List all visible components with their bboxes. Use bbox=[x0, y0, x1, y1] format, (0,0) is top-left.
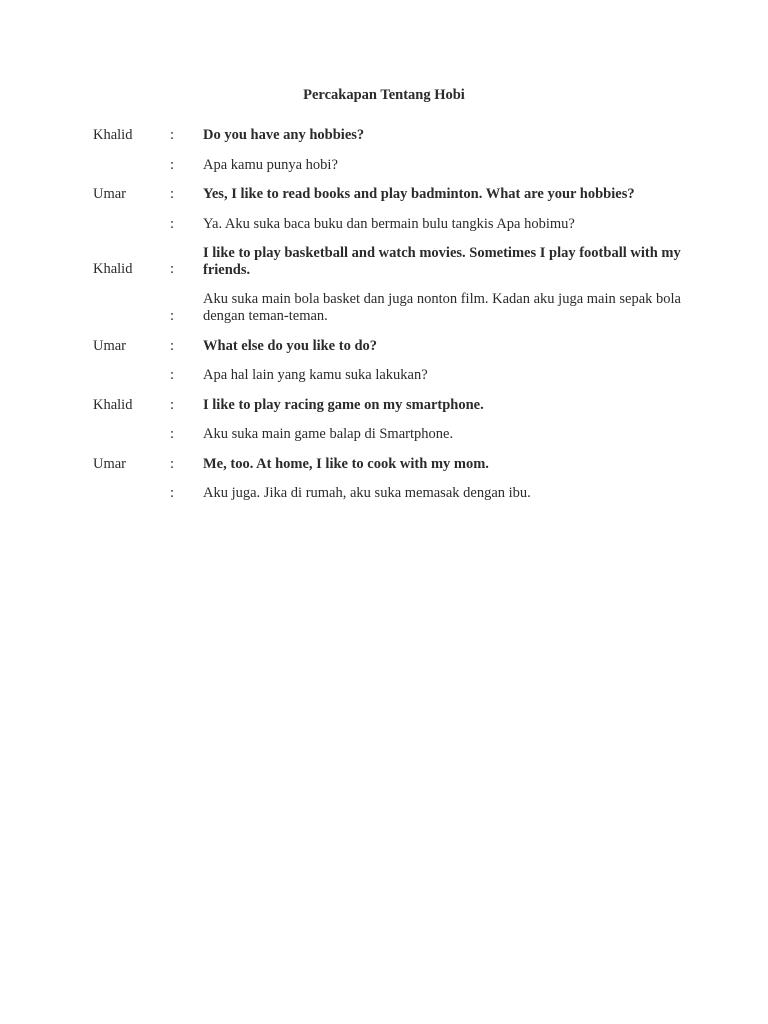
colon-separator: : bbox=[170, 308, 175, 324]
translation-line: Aku juga. Jika di rumah, aku suka memasak dengan ibu. bbox=[203, 485, 531, 501]
english-line: Yes, I like to read books and play badminton. What are your hobbies? bbox=[203, 186, 635, 202]
english-line: I like to play racing game on my smartphone. bbox=[203, 397, 484, 413]
colon-separator: : bbox=[170, 127, 175, 143]
translation-line: Aku suka main game balap di Smartphone. bbox=[203, 426, 454, 442]
english-line: What else do you like to do? bbox=[203, 338, 378, 354]
colon-separator: : bbox=[170, 456, 175, 472]
translation-line: Ya. Aku suka baca buku dan bermain bulu tangkis Apa hobimu? bbox=[203, 216, 575, 232]
speaker-name: Khalid bbox=[93, 397, 133, 413]
translation-line: Apa kamu punya hobi? bbox=[203, 157, 338, 173]
english-line: Me, too. At home, I like to cook with my mom. bbox=[203, 456, 489, 472]
speaker-name: Umar bbox=[93, 186, 127, 202]
translation-line: Apa hal lain yang kamu suka lakukan? bbox=[203, 367, 428, 383]
colon-separator: : bbox=[170, 157, 175, 173]
colon-separator: : bbox=[170, 485, 175, 501]
colon-separator: : bbox=[170, 397, 175, 413]
english-line: I like to play basketball and watch movies. Sometimes I play football with my friends. bbox=[203, 245, 681, 278]
translation-line: Aku suka main bola basket dan juga nonton film. Kadan aku juga main sepak bola dengan teman-teman. bbox=[203, 291, 681, 324]
english-line: Do you have any hobbies? bbox=[203, 127, 365, 143]
colon-separator: : bbox=[170, 186, 175, 202]
colon-separator: : bbox=[170, 367, 175, 383]
colon-separator: : bbox=[170, 261, 175, 277]
speaker-name: Khalid bbox=[93, 261, 133, 277]
colon-separator: : bbox=[170, 338, 175, 354]
colon-separator: : bbox=[170, 426, 175, 442]
speaker-name: Umar bbox=[93, 456, 127, 472]
colon-separator: : bbox=[170, 216, 175, 232]
speaker-name: Umar bbox=[93, 338, 127, 354]
speaker-name: Khalid bbox=[93, 127, 133, 143]
document-title: Percakapan Tentang Hobi bbox=[303, 87, 465, 103]
